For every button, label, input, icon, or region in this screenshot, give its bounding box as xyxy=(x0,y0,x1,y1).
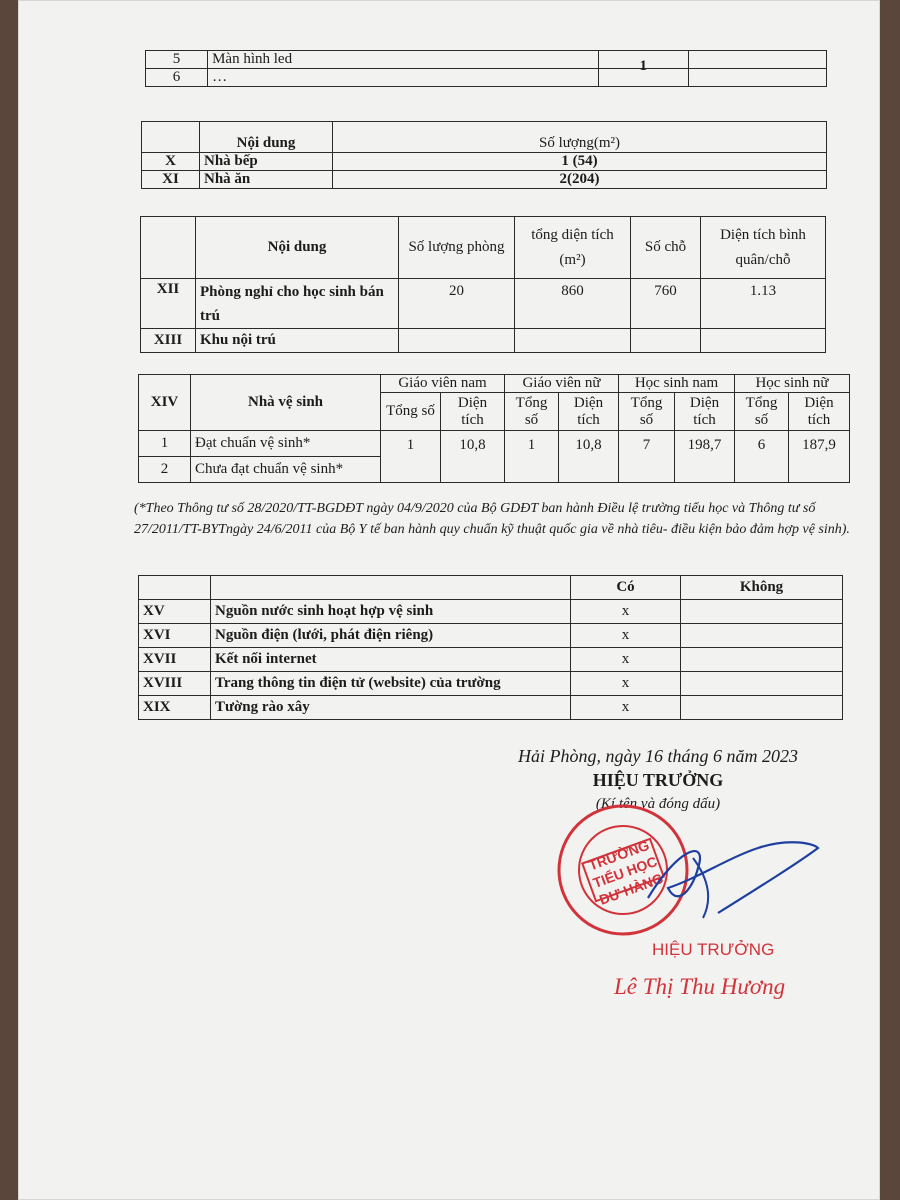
table-row xyxy=(142,171,827,189)
yes-header: Có xyxy=(571,576,681,600)
value-cell: 6 xyxy=(735,431,789,483)
group-header: Giáo viên nam xyxy=(381,375,505,393)
rooms-header: Số lượng phòng xyxy=(399,217,515,279)
row-number: 2 xyxy=(139,457,191,483)
row-number: 6 xyxy=(146,69,208,87)
rooms-value: 20 xyxy=(399,279,515,329)
table-header-row xyxy=(141,217,826,279)
row-number: XV xyxy=(139,600,211,624)
value-cell: 10,8 xyxy=(559,431,619,483)
table-row xyxy=(139,600,843,624)
footnote: (*Theo Thông tư số 28/2020/TT-BGDĐT ngày 04/9/2020 của Bộ GDĐT ban hành Điều lệ trường tiểu học và Thông tư số 27/2011/TT-BYTngày 24/6/2011 của Bộ Y tế ban hành quy chuẩn kỹ thuật quốc gia về nhà tiêu- điều kiện bảo đảm hợp vệ sinh). xyxy=(134,501,850,537)
dormitory-table xyxy=(140,216,826,353)
item-name: Chưa đạt chuẩn vệ sinh* xyxy=(191,457,381,483)
item-name: Tường rào xây xyxy=(211,696,571,720)
principal-name: Lê Thị Thu Hương xyxy=(614,974,786,999)
area-subheader: Diện tích xyxy=(559,393,619,431)
table-header-row xyxy=(139,375,850,393)
table-header-row xyxy=(142,122,827,153)
group-header: Học sinh nam xyxy=(619,375,735,393)
yes-mark: x xyxy=(571,600,681,624)
signature-scribble xyxy=(638,828,828,928)
item-name: … xyxy=(208,69,599,87)
value-cell: 7 xyxy=(619,431,675,483)
row-number: 1 xyxy=(139,431,191,457)
area-value: 860 xyxy=(515,279,631,329)
average-value: 1.13 xyxy=(701,279,826,329)
table-row xyxy=(141,329,826,353)
toilet-table xyxy=(138,374,850,483)
average-header: Diện tích bình quân/chỗ xyxy=(701,217,826,279)
value-cell: 198,7 xyxy=(675,431,735,483)
seats-header: Số chỗ xyxy=(631,217,701,279)
table-row xyxy=(146,51,827,69)
item-name: Phòng nghỉ cho học sinh bán trú xyxy=(196,279,399,329)
total-subheader: Tổng số xyxy=(505,393,559,431)
row-number: XIII xyxy=(141,329,196,353)
table-row xyxy=(139,648,843,672)
value-cell: 1 xyxy=(381,431,441,483)
item-name: Nhà bếp xyxy=(200,153,333,171)
item-name: Đạt chuẩn vệ sinh* xyxy=(191,431,381,457)
value-cell: 1 xyxy=(505,431,559,483)
content-header: Nội dung xyxy=(196,217,399,279)
row-number: 5 xyxy=(146,51,208,69)
quantity-header: Số lượng(m²) xyxy=(333,122,827,153)
sign-instruction: (Kí tên và đóng dấu) xyxy=(595,796,721,812)
utilities-table xyxy=(138,575,843,720)
table-row xyxy=(142,153,827,171)
total-subheader: Tổng số xyxy=(735,393,789,431)
table-row xyxy=(139,696,843,720)
yes-mark: x xyxy=(571,648,681,672)
value-cell: 10,8 xyxy=(441,431,505,483)
table-row xyxy=(146,69,827,87)
row-number: XIX xyxy=(139,696,211,720)
item-name: Nguồn nước sinh hoạt hợp vệ sinh xyxy=(211,600,571,624)
yes-mark: x xyxy=(571,672,681,696)
group-header: Học sinh nữ xyxy=(735,375,850,393)
total-subheader: Tổng số xyxy=(619,393,675,431)
item-name: Màn hình led xyxy=(208,51,599,69)
stamp-title: HIỆU TRƯỞNG xyxy=(652,940,775,959)
no-header: Không xyxy=(681,576,843,600)
area-subheader: Diện tích xyxy=(675,393,735,431)
stamp-text: TRƯỜNG TIỂU HỌC DƯ HÀNG xyxy=(586,836,666,908)
principal-title: HIỆU TRƯỞNG xyxy=(592,770,724,790)
document-page xyxy=(18,0,880,1200)
item-quantity: 1 (54) xyxy=(333,153,827,171)
row-number: XVI xyxy=(139,624,211,648)
item-quantity: 2(204) xyxy=(333,171,827,189)
content-header: Nội dung xyxy=(200,122,333,153)
row-number: XVIII xyxy=(139,672,211,696)
row-number: XVII xyxy=(139,648,211,672)
item-name: Kết nối internet xyxy=(211,648,571,672)
value-cell: 187,9 xyxy=(789,431,850,483)
item-name: Trang thông tin điện tử (website) của trường xyxy=(211,672,571,696)
table-row xyxy=(139,672,843,696)
item-name: Khu nội trú xyxy=(196,329,399,353)
area-subheader: Diện tích xyxy=(789,393,850,431)
area-header: tổng diện tích (m²) xyxy=(515,217,631,279)
group-header: Giáo viên nữ xyxy=(505,375,619,393)
row-number: XII xyxy=(141,279,196,329)
table-header-row xyxy=(139,576,843,600)
table-row xyxy=(139,624,843,648)
kitchen-table xyxy=(141,121,827,189)
seats-value: 760 xyxy=(631,279,701,329)
table-row xyxy=(141,279,826,329)
item-name: Nhà ăn xyxy=(200,171,333,189)
row-number: X xyxy=(142,153,200,171)
section-title: Nhà vệ sinh xyxy=(191,375,381,431)
table-row xyxy=(139,431,850,457)
yes-mark: x xyxy=(571,696,681,720)
date-line: Hải Phòng, ngày 16 tháng 6 năm 2023 xyxy=(518,746,798,766)
item-quantity: 1 xyxy=(598,58,688,76)
yes-mark: x xyxy=(571,624,681,648)
total-subheader: Tổng số xyxy=(381,393,441,431)
item-name: Nguồn điện (lưới, phát điện riêng) xyxy=(211,624,571,648)
row-number: XI xyxy=(142,171,200,189)
row-number: XIV xyxy=(139,375,191,431)
equipment-table xyxy=(145,50,827,87)
area-subheader: Diện tích xyxy=(441,393,505,431)
